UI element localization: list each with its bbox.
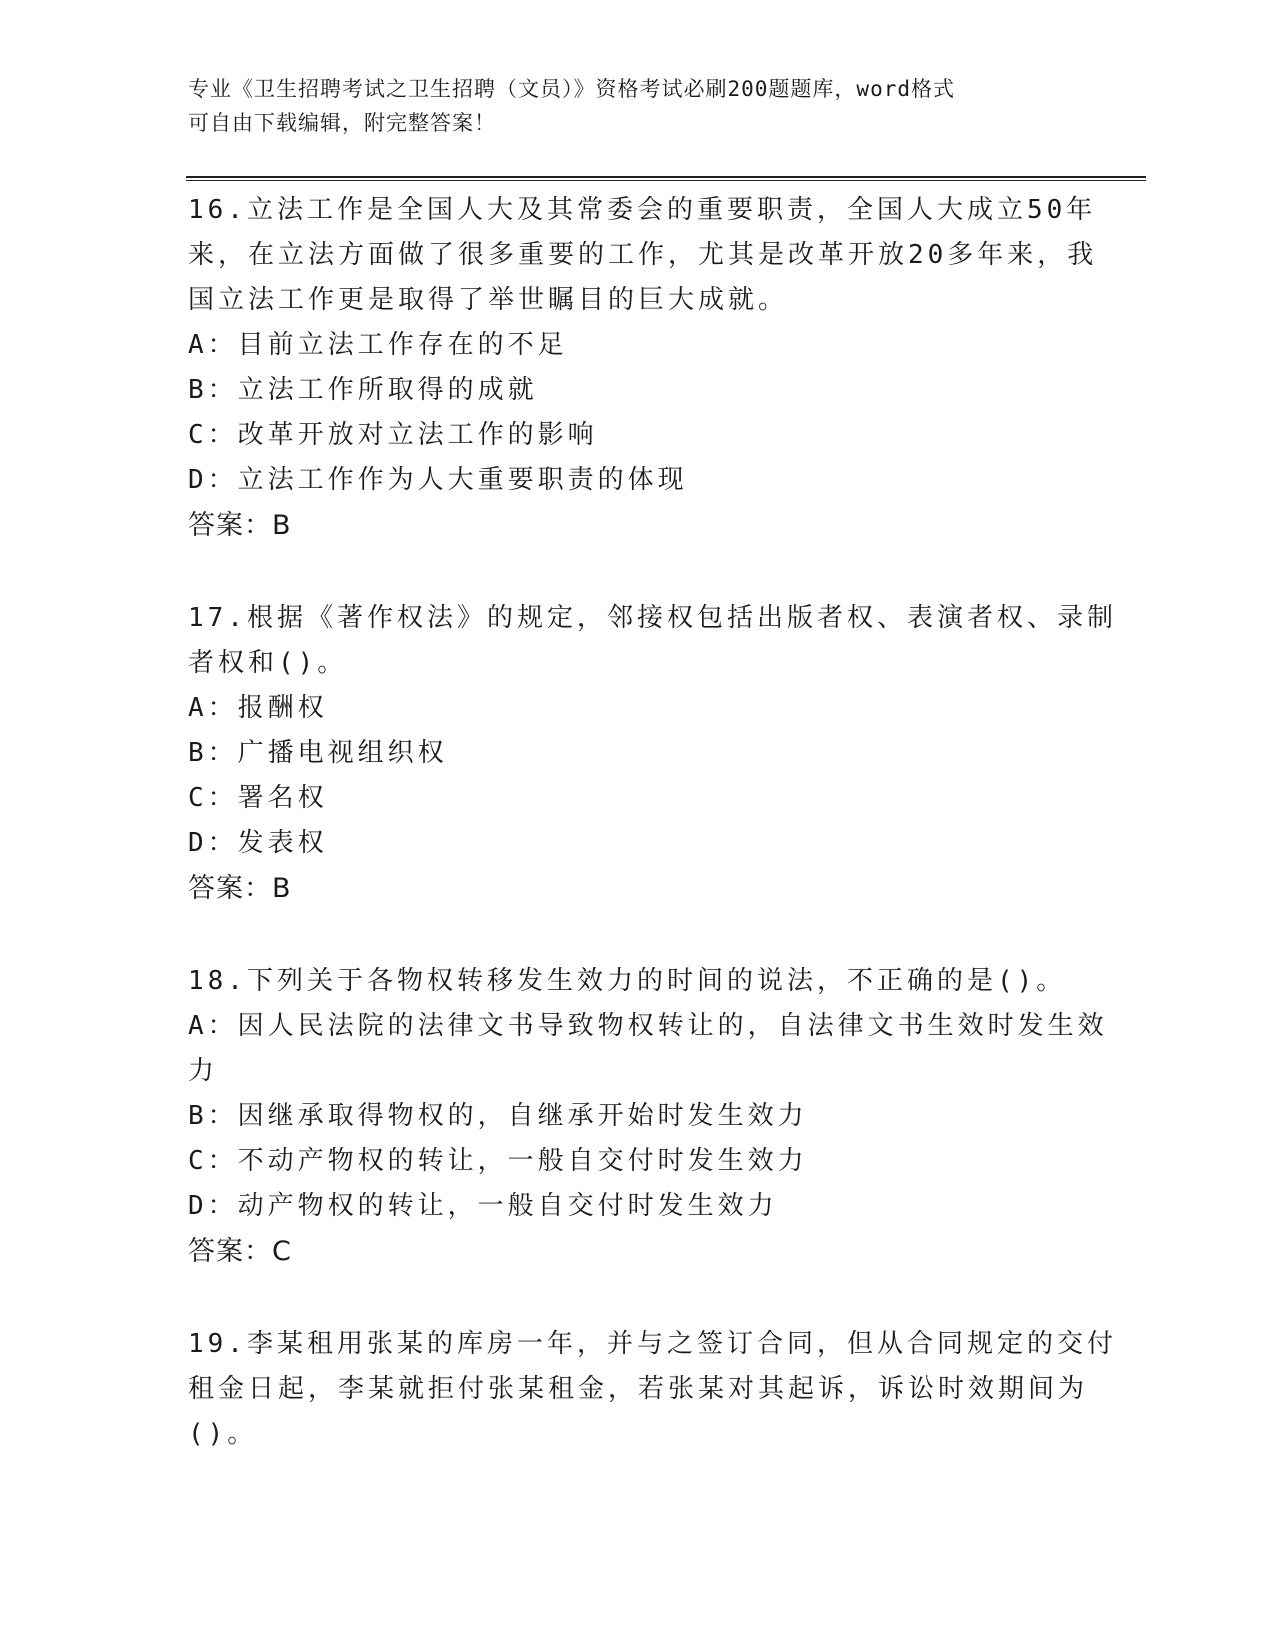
option-a: A：因人民法院的法律文书导致物权转让的，自法律文书生效时发生效 <box>188 1011 1108 1041</box>
question-stem-line: 18.下列关于各物权转移发生效力的时间的说法，不正确的是()。 <box>188 966 1067 996</box>
option-c: C：改革开放对立法工作的影响 <box>188 420 598 450</box>
option-c: C：不动产物权的转让，一般自交付时发生效力 <box>188 1146 808 1176</box>
spacer <box>188 1274 1068 1322</box>
option-c: C：署名权 <box>188 783 328 813</box>
document-header <box>188 72 1068 140</box>
option-a: A：报酬权 <box>188 693 328 723</box>
question-stem-line: 17.根据《著作权法》的规定，邻接权包括出版者权、表演者权、录制 <box>188 603 1117 633</box>
option-a: A：目前立法工作存在的不足 <box>188 330 568 360</box>
question-stem-line: 19.李某租用张某的库房一年，并与之签订合同，但从合同规定的交付 <box>188 1329 1117 1359</box>
option-b: B：因继承取得物权的，自继承开始时发生效力 <box>188 1101 808 1131</box>
question-stem-line: 租金日起，李某就拒付张某租金，若张某对其起诉，诉讼时效期间为 <box>188 1374 1089 1404</box>
header-divider <box>186 176 1146 181</box>
option-d: D：立法工作作为人大重要职责的体现 <box>188 465 688 495</box>
answer-label: 答案：B <box>188 510 292 541</box>
option-a-continued: 力 <box>188 1056 219 1086</box>
option-d: D：发表权 <box>188 828 328 858</box>
question-19 <box>188 1322 1117 1457</box>
answer-label: 答案：C <box>188 1236 292 1267</box>
option-b: B：广播电视组织权 <box>188 738 448 768</box>
question-stem-line: 国立法工作更是取得了举世瞩目的巨大成就。 <box>188 285 789 315</box>
question-list <box>188 188 1117 1457</box>
question-16 <box>188 188 1098 548</box>
answer-label: 答案：B <box>188 873 292 904</box>
spacer <box>188 548 1068 596</box>
question-stem-line: 来，在立法方面做了很多重要的工作，尤其是改革开放20多年来，我 <box>188 240 1098 270</box>
question-stem-line: 16.立法工作是全国人大及其常委会的重要职责，全国人大成立50年 <box>188 195 1097 225</box>
spacer <box>188 911 1068 959</box>
option-d: D：动产物权的转让，一般自交付时发生效力 <box>188 1191 778 1221</box>
question-stem-line: 者权和()。 <box>188 648 348 678</box>
question-18 <box>188 959 1108 1274</box>
question-stem-line: ()。 <box>188 1419 258 1449</box>
question-17 <box>188 596 1117 911</box>
option-b: B：立法工作所取得的成就 <box>188 375 538 405</box>
header-line-2: 可自由下载编辑，附完整答案！ <box>188 111 496 135</box>
header-line-1: 专业《卫生招聘考试之卫生招聘（文员）》资格考试必刷200题题库，word格式 <box>188 77 955 101</box>
